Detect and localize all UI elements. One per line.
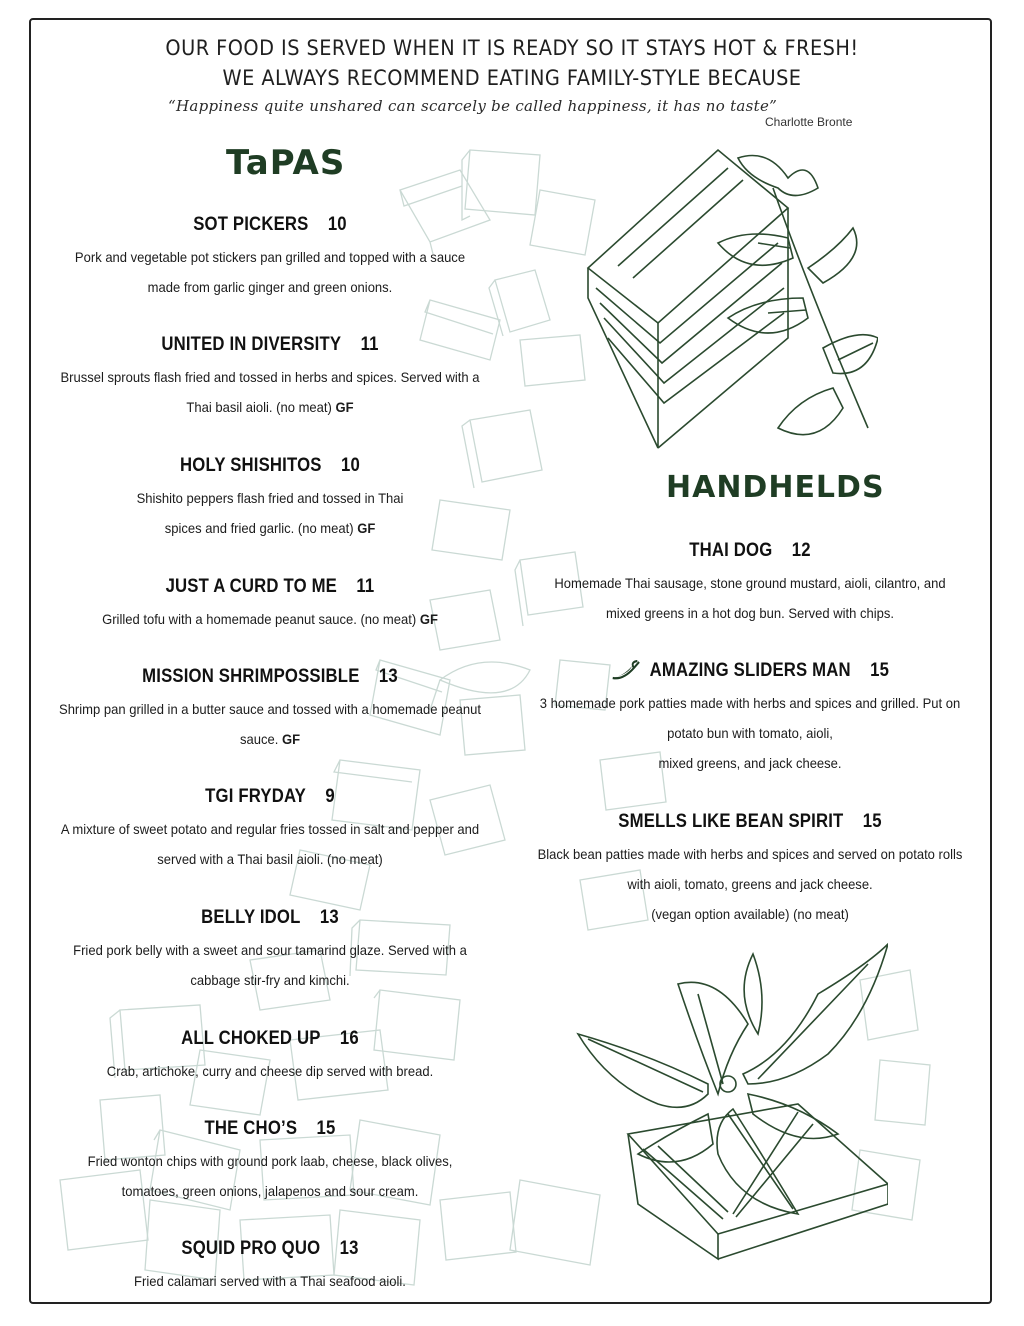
item-description: [51, 483, 488, 543]
item-name: SMELLS LIKE BEAN SPIRIT: [618, 811, 844, 832]
item-name: HOLY SHISHITOS: [180, 455, 322, 476]
item-description-line: [51, 483, 488, 513]
item-price: 15: [870, 660, 890, 682]
tapas-title: TaPAS: [226, 143, 346, 183]
item-description: [51, 604, 488, 634]
item-description-line: [51, 272, 488, 302]
book-herb-illustration: [578, 148, 878, 458]
item-description: [531, 568, 968, 628]
item-description-line: [51, 1056, 488, 1086]
item-description-line: [531, 839, 968, 869]
item-description-line: [51, 965, 488, 995]
item-name: TGI FRYDAY: [205, 786, 306, 807]
item-description-text: Pork and vegetable pot stickers pan grilled and topped with a sauce: [74, 249, 466, 265]
item-name: AMAZING SLIDERS MAN: [649, 660, 851, 682]
item-description-line: [531, 598, 968, 628]
item-description: [51, 362, 488, 422]
quote-author: Charlotte Bronte: [765, 115, 853, 129]
gluten-free-badge: GF: [357, 520, 376, 536]
menu-item: [515, 540, 985, 628]
item-description-line: [51, 1266, 488, 1296]
item-description-text: Crab, artichoke, curry and cheese dip served with bread.: [106, 1063, 434, 1079]
item-price: 11: [360, 334, 379, 355]
item-price: 16: [339, 1028, 359, 1049]
item-description-text: potato bun with tomato, aioli,: [667, 725, 833, 742]
item-name: MISSION SHRIMPOSSIBLE: [142, 666, 360, 687]
item-price: 10: [327, 214, 347, 235]
item-description-text: served with a Thai basil aioli. (no meat): [157, 851, 383, 867]
menu-item: [35, 1238, 505, 1296]
header-notice-line2: WE ALWAYS RECOMMEND EATING FAMILY-STYLE BECAUSE: [222, 66, 802, 90]
item-heading: [63, 455, 477, 477]
item-description-line: [51, 513, 488, 543]
item-name: THE CHO’S: [204, 1118, 298, 1139]
menu-item: [35, 576, 505, 634]
item-description-line: [531, 869, 968, 899]
item-description-text: Black bean patties made with herbs and spices and served on potato rolls: [537, 846, 963, 862]
item-description: [51, 814, 488, 874]
item-name: JUST A CURD TO ME: [165, 576, 338, 597]
item-description-text: Shishito peppers flash fried and tossed in Thai: [136, 490, 404, 506]
menu-item: [35, 214, 505, 302]
pepper-icon: [611, 660, 643, 682]
menu-item: [35, 455, 505, 543]
item-description: [51, 1146, 488, 1206]
item-description-line: [51, 604, 488, 634]
menu-item: [35, 786, 505, 874]
item-description-text: A mixture of sweet potato and regular fries tossed in salt and pepper and: [60, 821, 480, 837]
item-description: [531, 688, 968, 778]
item-description-text: Homemade Thai sausage, stone ground mustard, aioli, cilantro, and: [554, 575, 946, 591]
item-description-line: [531, 568, 968, 598]
item-description: [531, 839, 968, 929]
item-description-line: [51, 1146, 488, 1176]
item-heading: [543, 660, 957, 682]
item-price: 10: [340, 455, 360, 476]
item-description-text: spices and fried garlic. (no meat): [164, 520, 354, 536]
item-price: 12: [791, 540, 811, 561]
item-description-text: 3 homemade pork patties made with herbs and spices and grilled. Put on: [539, 695, 961, 712]
item-description-line: [531, 718, 968, 748]
item-heading: [63, 666, 477, 688]
item-name: UNITED IN DIVERSITY: [161, 334, 342, 355]
item-description-text: sauce.: [239, 731, 279, 747]
menu-item: [35, 907, 505, 995]
item-name: BELLY IDOL: [201, 907, 301, 928]
item-description-line: [51, 935, 488, 965]
item-description-line: [531, 748, 968, 778]
menu-item: [35, 1118, 505, 1206]
item-heading: [63, 786, 477, 808]
item-description-text: Fried wonton chips with ground pork laab, cheese, black olives,: [87, 1153, 453, 1169]
item-description-line: [51, 844, 488, 874]
item-description-line: [51, 694, 488, 724]
item-name: SQUID PRO QUO: [181, 1238, 321, 1259]
item-description-text: with aioli, tomato, greens and jack cheese.: [627, 876, 873, 892]
item-description-text: cabbage stir-fry and kimchi.: [190, 972, 350, 988]
menu-item: [35, 334, 505, 422]
item-name: THAI DOG: [689, 540, 773, 561]
item-description: [51, 242, 488, 302]
item-description-text: Fried pork belly with a sweet and sour tamarind glaze. Served with a: [73, 942, 467, 958]
menu-item: [35, 666, 505, 754]
item-description: [51, 1056, 488, 1086]
item-description-line: [51, 392, 488, 422]
quote-text: “Happiness quite unshared can scarcely be called happiness, it has no taste”: [168, 97, 778, 115]
header-notice-line1: OUR FOOD IS SERVED WHEN IT IS READY SO IT STAYS HOT & FRESH!: [165, 36, 859, 60]
item-description-text: made from garlic ginger and green onions.: [147, 279, 393, 295]
item-description-line: [51, 242, 488, 272]
item-price: 11: [356, 576, 375, 597]
item-description: [51, 935, 488, 995]
item-description-text: Brussel sprouts flash fried and tossed in herbs and spices. Served with a: [60, 369, 480, 385]
item-description-text: (vegan option available) (no meat): [651, 906, 849, 922]
gluten-free-badge: GF: [281, 731, 301, 747]
item-description-text: tomatoes, green onions, jalapenos and sour cream.: [121, 1183, 419, 1199]
item-description-line: [51, 724, 488, 754]
menu-item: [515, 811, 985, 929]
item-price: 15: [862, 811, 882, 832]
item-heading: [63, 907, 477, 929]
book-basil-illustration: [568, 934, 888, 1264]
item-description-text: mixed greens in a hot dog bun. Served with chips.: [605, 605, 895, 621]
item-price: 15: [316, 1118, 336, 1139]
item-price: 13: [339, 1238, 359, 1259]
item-heading: [63, 1238, 477, 1260]
item-name: SOT PICKERS: [193, 214, 309, 235]
item-description-line: [51, 362, 488, 392]
item-name: ALL CHOKED UP: [181, 1028, 321, 1049]
item-heading: [63, 1028, 477, 1050]
item-heading: [63, 576, 477, 598]
item-description-line: [531, 688, 968, 718]
menu-item: [515, 660, 985, 778]
item-description-text: Grilled tofu with a homemade peanut sauce. (no meat): [102, 611, 417, 627]
item-price: 13: [378, 666, 398, 687]
item-description-text: Fried calamari served with a Thai seafood aioli.: [134, 1273, 406, 1289]
item-heading: [543, 811, 957, 833]
item-heading: [63, 1118, 477, 1140]
item-description-text: Thai basil aioli. (no meat): [186, 399, 332, 415]
item-description-line: [51, 814, 488, 844]
item-description-text: Shrimp pan grilled in a butter sauce and tossed with a homemade peanut: [59, 701, 481, 717]
item-heading: [63, 214, 477, 236]
gluten-free-badge: GF: [419, 611, 438, 627]
item-price: 13: [319, 907, 339, 928]
item-description-line: [531, 899, 968, 929]
gluten-free-badge: GF: [335, 399, 354, 415]
item-heading: [543, 540, 957, 562]
item-price: 9: [325, 786, 335, 807]
menu-item: [35, 1028, 505, 1086]
item-description: [51, 1266, 488, 1296]
handhelds-title: HANDHELDS: [666, 470, 885, 505]
item-heading: [63, 334, 477, 356]
item-description-text: mixed greens, and jack cheese.: [658, 755, 842, 772]
item-description-line: [51, 1176, 488, 1206]
item-description: [51, 694, 488, 754]
